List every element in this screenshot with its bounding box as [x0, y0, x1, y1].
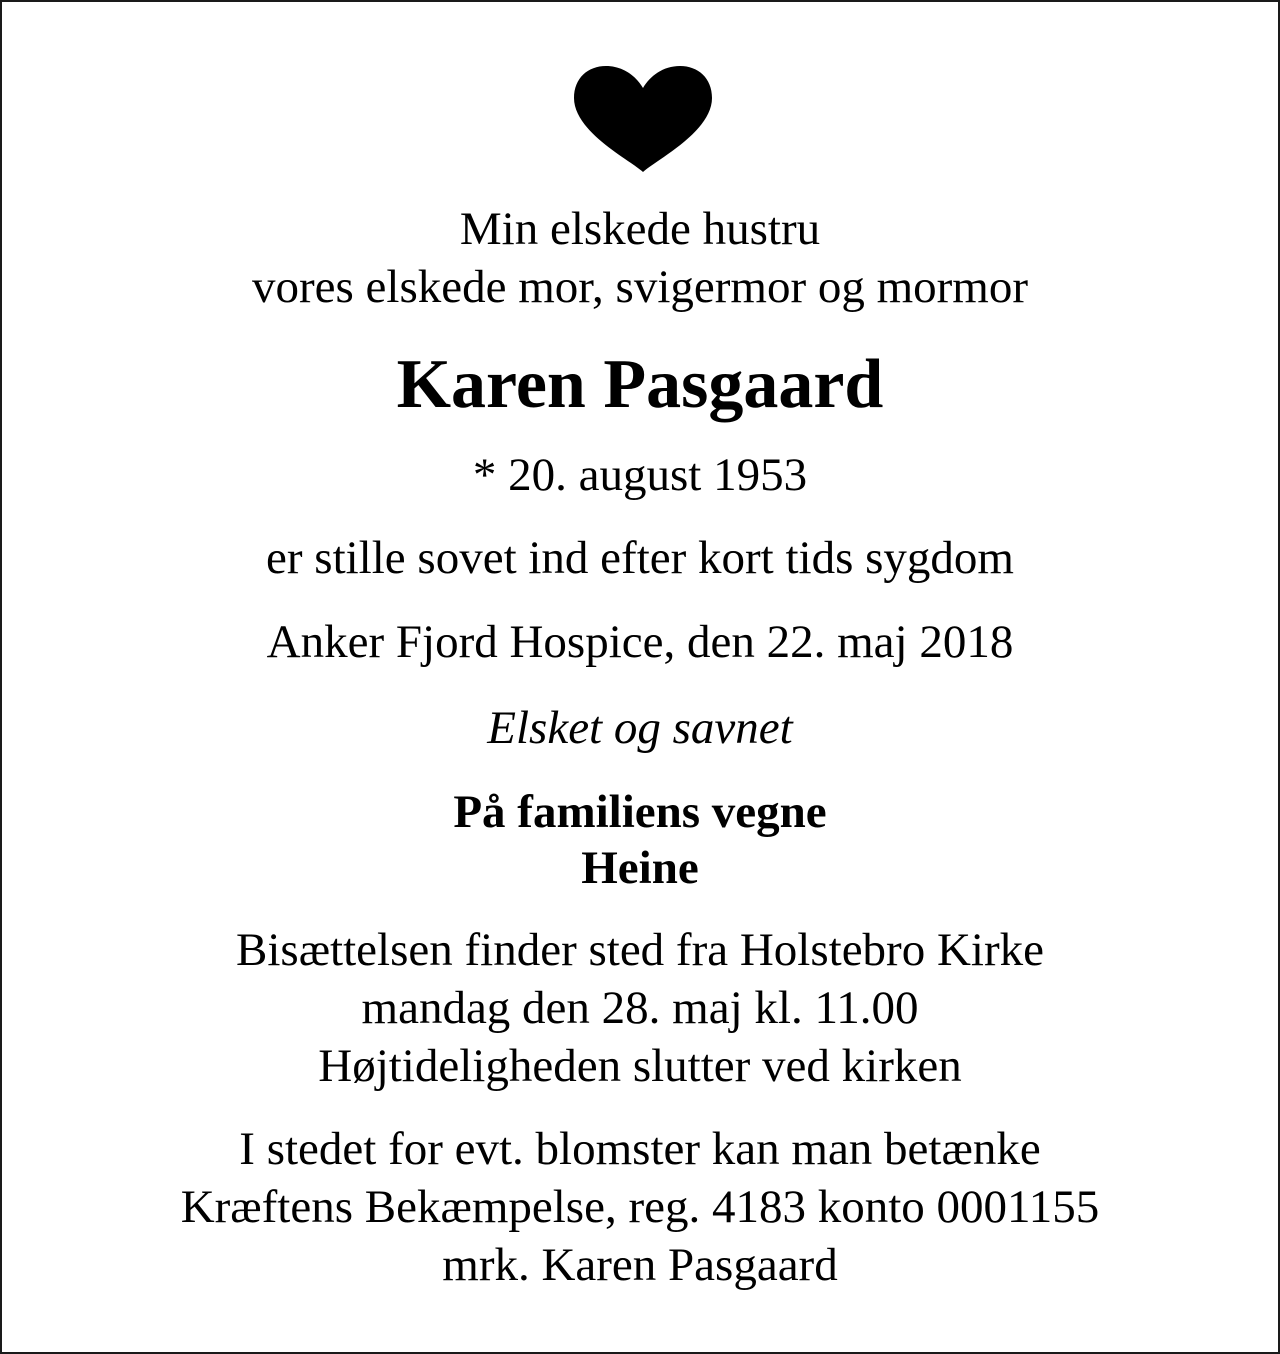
donation-line-1: I stedet for evt. blomster kan man betænke: [239, 1123, 1041, 1175]
family-line-2: Heine: [581, 842, 699, 894]
donation-line-2: Kræftens Bekæmpelse, reg. 4183 konto 0001155: [180, 1181, 1100, 1233]
funeral-line-2: mandag den 28. maj kl. 11.00: [361, 982, 919, 1034]
family-line-1: På familiens vegne: [453, 786, 827, 838]
donation-line-3: mrk. Karen Pasgaard: [442, 1239, 838, 1291]
passed-text: er stille sovet ind efter kort tids sygdom: [266, 532, 1014, 584]
tagline: Elsket og savnet: [487, 702, 793, 754]
funeral-line-1: Bisættelsen finder sted fra Holstebro Kirke: [236, 924, 1044, 976]
deceased-name: Karen Pasgaard: [396, 346, 884, 423]
funeral-line-3: Højtideligheden slutter ved kirken: [318, 1040, 962, 1092]
place-date: Anker Fjord Hospice, den 22. maj 2018: [266, 616, 1014, 668]
intro-line-1: Min elskede hustru: [459, 203, 821, 255]
heart-icon: [568, 64, 718, 174]
intro-line-2: vores elskede mor, svigermor og mormor: [251, 261, 1029, 313]
birth-date: * 20. august 1953: [472, 449, 808, 501]
